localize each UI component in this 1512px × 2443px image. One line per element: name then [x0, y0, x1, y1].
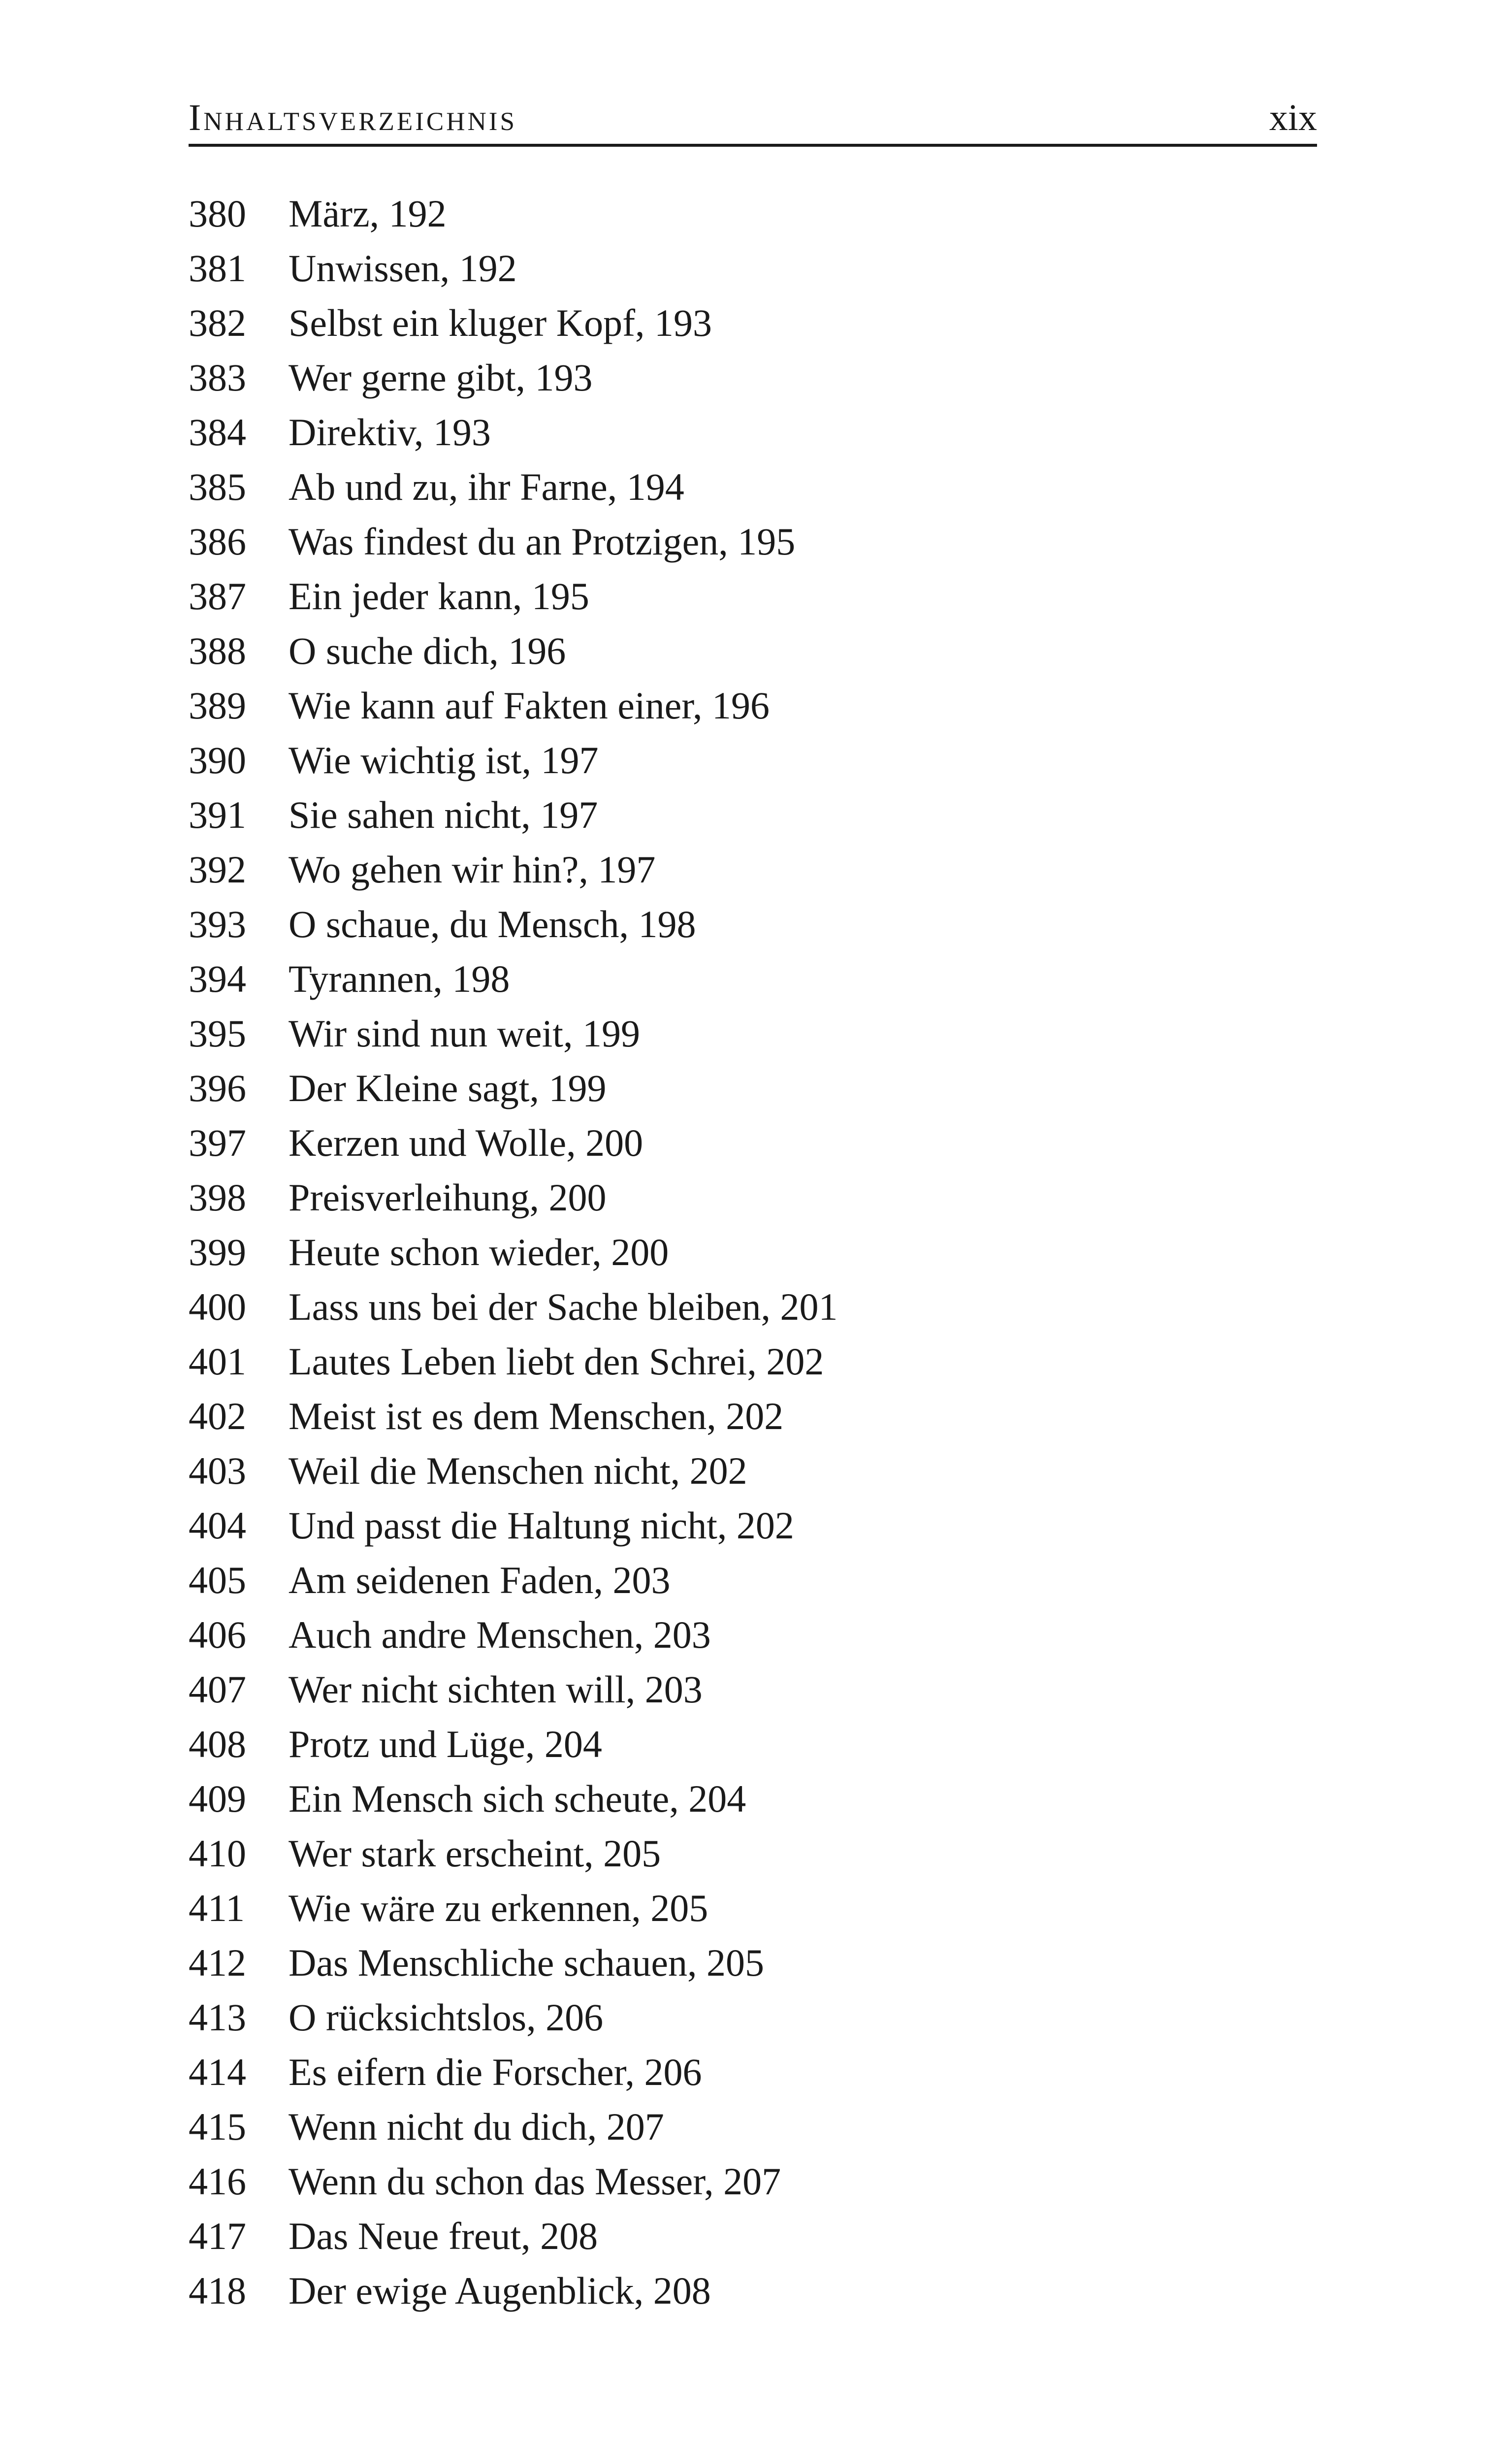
page-number: xix	[1269, 97, 1317, 138]
toc-entry	[189, 1935, 1317, 1990]
entry-number: 400	[189, 1285, 246, 1328]
toc-entry	[189, 733, 1317, 787]
entry-number: 414	[189, 2051, 246, 2093]
toc-entry	[189, 1826, 1317, 1881]
entry-title: Wie wichtig ist, 197	[289, 739, 599, 782]
entry-number: 399	[189, 1231, 246, 1273]
toc-entry	[189, 295, 1317, 350]
entry-title: Lass uns bei der Sache bleiben, 201	[289, 1285, 838, 1328]
entry-number: 391	[189, 793, 246, 836]
entry-title: Protz und Lüge, 204	[289, 1723, 602, 1765]
entry-number: 395	[189, 1012, 246, 1055]
entry-title: Unwissen, 192	[289, 247, 517, 290]
entry-title: Wie kann auf Fakten einer, 196	[289, 684, 770, 727]
entry-title: Wer gerne gibt, 193	[289, 356, 593, 399]
entry-number: 401	[189, 1340, 246, 1383]
entry-title: Wo gehen wir hin?, 197	[289, 848, 656, 891]
entry-title: Direktiv, 193	[289, 411, 491, 454]
entry-number: 408	[189, 1723, 246, 1765]
toc-entry	[189, 1115, 1317, 1170]
entry-title: Ab und zu, ihr Farne, 194	[289, 465, 684, 508]
entry-number: 389	[189, 684, 246, 727]
entry-title: Es eifern die Forscher, 206	[289, 2051, 702, 2093]
toc-entry	[189, 1881, 1317, 1935]
entry-number: 393	[189, 903, 246, 945]
entry-title: März, 192	[289, 192, 447, 235]
toc-entry	[189, 1771, 1317, 1826]
entry-number: 386	[189, 520, 246, 563]
toc-entry	[189, 2099, 1317, 2154]
toc-entry	[189, 2209, 1317, 2263]
entry-title: Weil die Menschen nicht, 202	[289, 1449, 747, 1492]
entry-title: Tyrannen, 198	[289, 957, 510, 1000]
toc-entry	[189, 1006, 1317, 1061]
entry-number: 388	[189, 629, 246, 672]
toc-entry	[189, 2263, 1317, 2318]
entry-title: Wer nicht sichten will, 203	[289, 1668, 703, 1711]
toc-entry	[189, 1443, 1317, 1498]
toc-entry	[189, 514, 1317, 569]
entry-number: 392	[189, 848, 246, 891]
toc-entry	[189, 1279, 1317, 1334]
toc-entry	[189, 951, 1317, 1006]
entry-number: 416	[189, 2160, 246, 2203]
table-of-contents	[189, 186, 1317, 2318]
entry-title: Das Menschliche schauen, 205	[289, 1941, 765, 1984]
entry-number: 411	[189, 1887, 245, 1929]
entry-number: 387	[189, 575, 246, 618]
toc-entry	[189, 678, 1317, 733]
entry-number: 405	[189, 1559, 246, 1601]
entry-title: Ein jeder kann, 195	[289, 575, 589, 618]
entry-number: 384	[189, 411, 246, 454]
entry-title: Wenn du schon das Messer, 207	[289, 2160, 781, 2203]
toc-entry	[189, 1717, 1317, 1771]
toc-entry	[189, 2045, 1317, 2099]
toc-entry	[189, 186, 1317, 241]
toc-entry	[189, 1662, 1317, 1717]
entry-number: 390	[189, 739, 246, 782]
toc-entry	[189, 569, 1317, 623]
entry-title: Am seidenen Faden, 203	[289, 1559, 671, 1601]
toc-entry	[189, 1061, 1317, 1115]
entry-number: 381	[189, 247, 246, 290]
entry-number: 383	[189, 356, 246, 399]
entry-number: 406	[189, 1613, 246, 1656]
entry-number: 409	[189, 1777, 246, 1820]
toc-entry	[189, 1498, 1317, 1553]
toc-entry	[189, 2154, 1317, 2209]
toc-entry	[189, 1170, 1317, 1225]
toc-entry	[189, 1990, 1317, 2045]
entry-title: Was findest du an Protzigen, 195	[289, 520, 796, 563]
toc-entry	[189, 623, 1317, 678]
entry-number: 382	[189, 301, 246, 344]
entry-number: 398	[189, 1176, 246, 1219]
entry-title: Meist ist es dem Menschen, 202	[289, 1395, 784, 1437]
entry-title: Der ewige Augenblick, 208	[289, 2269, 711, 2312]
entry-number: 410	[189, 1832, 246, 1875]
toc-entry	[189, 897, 1317, 951]
entry-title: O suche dich, 196	[289, 629, 566, 672]
entry-title: Heute schon wieder, 200	[289, 1231, 669, 1273]
toc-entry	[189, 459, 1317, 514]
entry-number: 404	[189, 1504, 246, 1547]
toc-entry	[189, 1389, 1317, 1443]
entry-title: Der Kleine sagt, 199	[289, 1067, 607, 1109]
entry-number: 396	[189, 1067, 246, 1109]
entry-title: Preisverleihung, 200	[289, 1176, 607, 1219]
toc-entry	[189, 1334, 1317, 1389]
entry-title: Sie sahen nicht, 197	[289, 793, 598, 836]
entry-title: Wie wäre zu erkennen, 205	[289, 1887, 708, 1929]
entry-title: Wenn nicht du dich, 207	[289, 2105, 664, 2148]
entry-title: Ein Mensch sich scheute, 204	[289, 1777, 746, 1820]
entry-number: 380	[189, 192, 246, 235]
entry-number: 415	[189, 2105, 246, 2148]
entry-title: Wir sind nun weit, 199	[289, 1012, 640, 1055]
entry-title: Lautes Leben liebt den Schrei, 202	[289, 1340, 824, 1383]
entry-title: Kerzen und Wolle, 200	[289, 1121, 643, 1164]
entry-title: Wer stark erscheint, 205	[289, 1832, 661, 1875]
toc-entry	[189, 842, 1317, 897]
header-title: Inhaltsverzeichnis	[189, 97, 517, 138]
entry-number: 385	[189, 465, 246, 508]
entry-title: O schaue, du Mensch, 198	[289, 903, 696, 945]
entry-number: 417	[189, 2215, 246, 2257]
toc-entry	[189, 405, 1317, 459]
entry-number: 394	[189, 957, 246, 1000]
entry-number: 403	[189, 1449, 246, 1492]
toc-entry	[189, 241, 1317, 295]
entry-title: Selbst ein kluger Kopf, 193	[289, 301, 712, 344]
entry-title: Das Neue freut, 208	[289, 2215, 598, 2257]
entry-number: 412	[189, 1941, 246, 1984]
toc-entry	[189, 350, 1317, 405]
toc-entry	[189, 1607, 1317, 1662]
entry-title: Auch andre Menschen, 203	[289, 1613, 711, 1656]
entry-title: O rücksichtslos, 206	[289, 1996, 604, 2039]
entry-number: 397	[189, 1121, 246, 1164]
entry-number: 418	[189, 2269, 246, 2312]
entry-title: Und passt die Haltung nicht, 202	[289, 1504, 794, 1547]
running-header	[189, 89, 1317, 147]
toc-entry	[189, 1553, 1317, 1607]
toc-entry	[189, 787, 1317, 842]
entry-number: 402	[189, 1395, 246, 1437]
entry-number: 413	[189, 1996, 246, 2039]
toc-entry	[189, 1225, 1317, 1279]
entry-number: 407	[189, 1668, 246, 1711]
